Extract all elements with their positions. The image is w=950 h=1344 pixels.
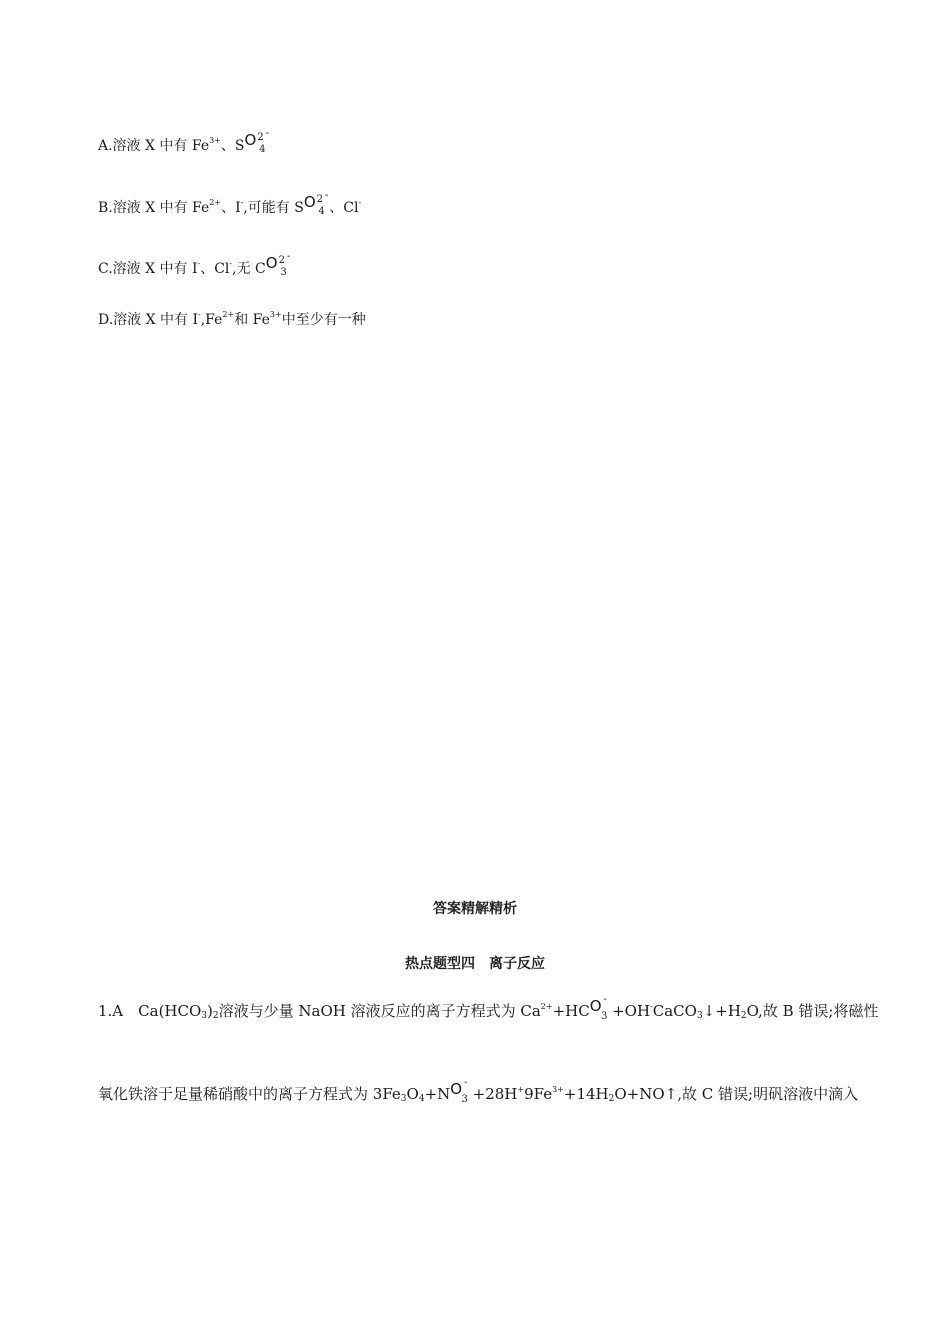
carbonate-ion: $O^2$ -3 <box>265 251 291 278</box>
option-c: C.溶液 X 中有 I-、Cl-,无 $CO^2$ -3 <box>98 258 287 281</box>
option-c-text: C.溶液 X 中有 I <box>98 261 198 277</box>
bicarbonate-ion: O -$_3$ <box>589 994 608 1022</box>
option-b: B.溶液 X 中有 $Fe^{2+}$、I-,可能有 $SO^2$ -4 、Cl- <box>98 197 361 220</box>
nitrate-ion: O -$_3$ <box>450 1077 468 1105</box>
option-a: A.溶液 X 中有 $Fe^{3+}$、$SO^2$ -4 <box>98 135 265 158</box>
explanation-line-1: 1.A Ca(HCO3)2溶液与少量 NaOH 溶液反应的离子方程式为 $Ca^{2+}+HCO$ -$_3$ +OH-CaCO3↓+H2O,故 B 错误;将磁性 <box>98 994 879 1022</box>
answer-section-title: 答案精解精析 <box>433 901 517 917</box>
explanation-line-2: 氧化铁溶于足量稀硝酸中的离子方程式为 3Fe3O4+NO $^-_3 +28H^+9Fe^{3+}+14H2O+NO↑$,故 C 错误;明矾溶液中滴入 <box>98 1077 859 1105</box>
answer-section-subtitle: 热点题型四 离子反应 <box>405 956 545 972</box>
option-d: D.溶液 X 中有 $I^-,Fe^{2+}$和 $Fe^{3+}$中至少有一种 <box>98 310 366 328</box>
option-d-text: D.溶液 X 中有 I <box>98 312 199 328</box>
sulfate-ion: $O^2$ -4 <box>244 128 270 155</box>
option-b-text: B.溶液 X 中有 Fe <box>98 200 210 216</box>
option-a-text: A.溶液 X 中有 Fe <box>98 138 210 154</box>
sulfate-ion: $O^2$ -4 <box>303 190 329 217</box>
